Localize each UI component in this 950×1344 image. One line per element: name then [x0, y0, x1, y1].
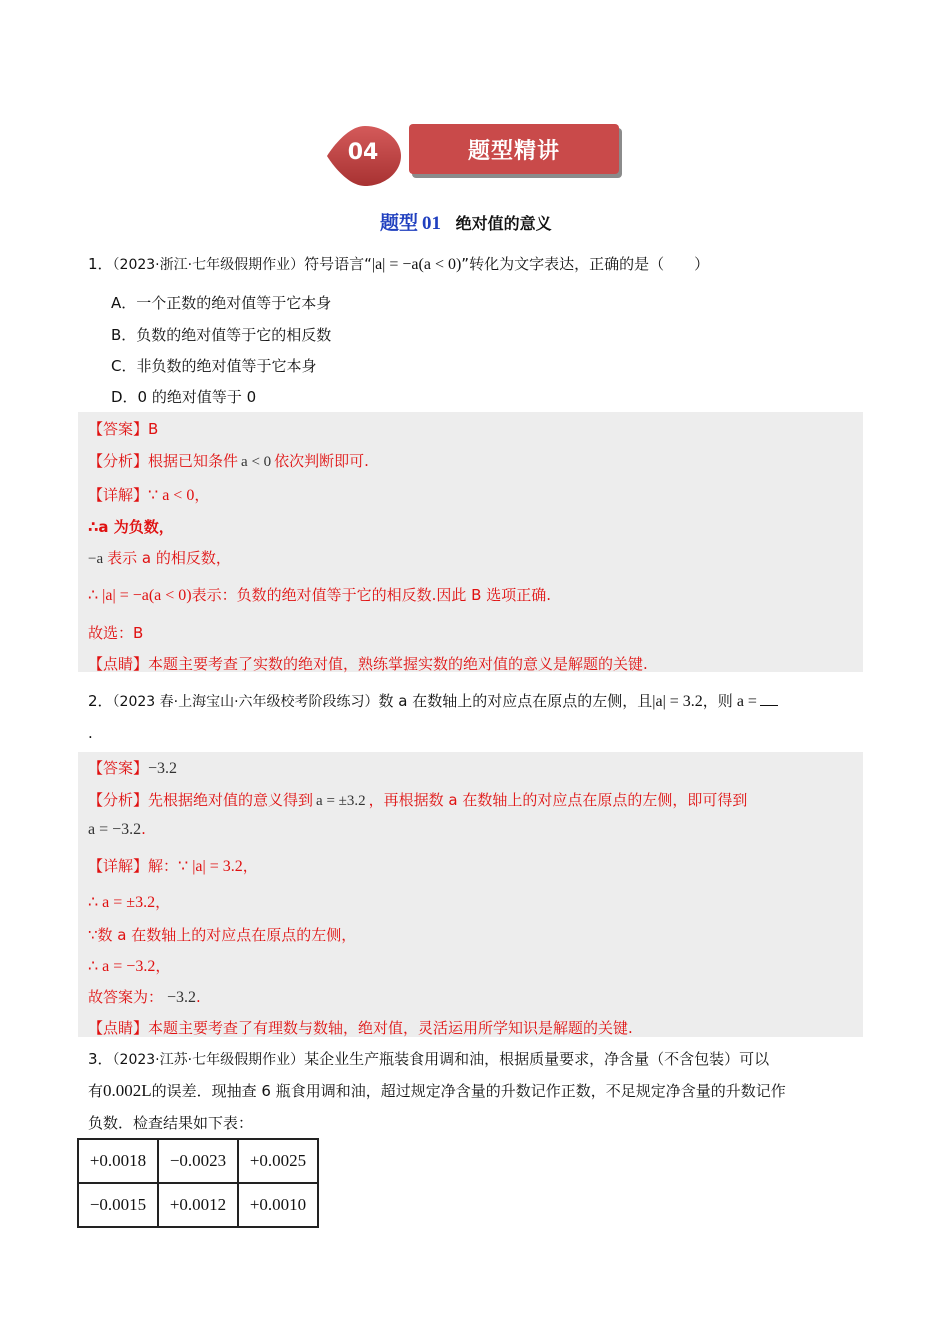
- q2-number: 2．: [88, 692, 113, 710]
- table-row: [78, 1183, 318, 1227]
- q3-number: 3．: [88, 1050, 113, 1068]
- line3-math: ∴ a = −3.2: [88, 958, 156, 975]
- q3-line2: [88, 1080, 786, 1102]
- table-cell: −0.0023: [158, 1139, 238, 1183]
- q1-option-b: B．负数的绝对值等于它的相反数: [111, 326, 332, 344]
- section-num: 01: [422, 213, 442, 234]
- q1-line1: ∴a 为负数，: [88, 518, 174, 536]
- banner-number: 04: [347, 140, 379, 165]
- comment-text: 本题主要考查了实数的绝对值，熟练掌握实数的绝对值的意义是解题的关键.: [148, 655, 648, 673]
- table-cell: +0.0010: [238, 1183, 318, 1227]
- analysis-text-end: 依次判断即可.: [274, 452, 369, 470]
- comment-tag: 【点睛】: [88, 1019, 149, 1037]
- answer-tag: 【答案】: [88, 759, 149, 777]
- q2-stem-end: .: [88, 724, 93, 742]
- q3-line3: 负数．检查结果如下表：: [88, 1114, 254, 1132]
- final-text: 故答案为：: [88, 988, 164, 1006]
- q1-stem-b: ”转化为文字表达，正确的是（ ）: [461, 255, 710, 273]
- q1-option-a: A．一个正数的绝对值等于它本身: [111, 294, 332, 312]
- answer-value: −3.2: [148, 760, 178, 777]
- table-row: [78, 1139, 318, 1183]
- q1-number: 1．: [88, 255, 113, 273]
- final-math: −3.2: [167, 989, 197, 1006]
- q1-comment: [88, 653, 648, 674]
- q1-option-d: D．0 的绝对值等于 0: [111, 388, 257, 406]
- analysis-text: 先根据绝对值的意义得到: [148, 791, 314, 809]
- q2-line1: ∴ a = ±3.2，: [88, 893, 171, 911]
- q2-stem-a: 数 a 在数轴上的对应点在原点的左侧，且: [378, 692, 653, 710]
- answer-tag: 【答案】: [88, 420, 149, 438]
- q1-line2: [88, 547, 231, 568]
- analysis-math: a = ±3.2: [316, 793, 366, 809]
- q2-detail: 【详解】解：∵ |a| = 3.2，: [88, 857, 258, 875]
- detail-tag: 【详解】: [88, 486, 149, 504]
- section-banner: [325, 120, 625, 192]
- q1-stem: [88, 253, 709, 276]
- analysis-text: 根据已知条件: [148, 452, 239, 470]
- line1-math: ∴ a = ±3.2: [88, 894, 156, 911]
- q2-stem-b: ，则: [702, 692, 733, 710]
- q3-text1: 某企业生产瓶装食用调和油，根据质量要求，净含量（不含包装）可以: [304, 1050, 770, 1068]
- line2-math: −a: [88, 551, 104, 567]
- q1-formula: |a| = −a(a < 0): [371, 256, 462, 273]
- q3-line1: [88, 1048, 769, 1071]
- line2-text: 表示 a 的相反数，: [107, 549, 231, 567]
- q3-text2b: 的误差．现抽查 6 瓶食用调和油，超过规定净含量的升数记作正数，不足规定净含量的升数记作: [151, 1082, 786, 1100]
- comment-text: 本题主要考查了有理数与数轴，绝对值，灵活运用所学知识是解题的关键.: [148, 1019, 633, 1037]
- detail-math: ∵ |a| = 3.2: [178, 858, 243, 875]
- q2-line2: ∵数 a 在数轴上的对应点在原点的左侧，: [88, 926, 357, 944]
- q2-stem-math: |a| = 3.2: [652, 693, 703, 710]
- detail-text: 解：: [148, 857, 179, 875]
- table-cell: −0.0015: [78, 1183, 158, 1227]
- q3-text2a: 有: [88, 1082, 104, 1100]
- q2-stem: [88, 690, 778, 713]
- line3-math: ∴ |a| = −a(a < 0): [88, 587, 192, 604]
- analysis-tag: 【分析】: [88, 452, 149, 470]
- q2-comment: [88, 1017, 633, 1038]
- table-cell: +0.0012: [158, 1183, 238, 1227]
- q1-analysis: [88, 450, 369, 471]
- q3-table: [77, 1138, 319, 1228]
- detail-tag: 【详解】: [88, 857, 149, 875]
- q1-detail: 【详解】∵ a < 0，: [88, 486, 210, 504]
- line3-text: 表示：负数的绝对值等于它的相反数.因此 B 选项正确.: [191, 586, 551, 604]
- analysis-math2: a = −3.2: [88, 821, 142, 838]
- q2-answer: [88, 757, 177, 778]
- q1-choose: 故选：B: [88, 624, 144, 642]
- q2-analysis-line2: a = −3.2.: [88, 820, 146, 838]
- table-cell: +0.0018: [78, 1139, 158, 1183]
- q2-source: （2023 春·上海宝山·六年级校考阶段练习）: [112, 694, 379, 710]
- detail-math: ∵ a < 0: [148, 487, 195, 504]
- q1-source: （2023·浙江·七年级假期作业）: [112, 257, 305, 273]
- q3-math: 0.002L: [103, 1081, 152, 1100]
- analysis-text-b: ，再根据数 a 在数轴上的对应点在原点的左侧，即可得到: [368, 791, 748, 809]
- comment-tag: 【点睛】: [88, 655, 149, 673]
- section-title: [380, 208, 552, 235]
- q2-final: 故答案为： −3.2.: [88, 988, 201, 1006]
- q1-stem-a: 符号语言“: [304, 255, 372, 273]
- q1-option-c: C．非负数的绝对值等于它本身: [111, 357, 317, 375]
- q3-source: （2023·江苏·七年级假期作业）: [112, 1052, 305, 1068]
- analysis-tag: 【分析】: [88, 791, 149, 809]
- q2-blank[interactable]: [760, 705, 778, 706]
- section-prefix: 题型: [380, 212, 419, 234]
- q1-line3: [88, 584, 551, 605]
- q2-stem-math2: a =: [736, 693, 757, 710]
- q2-analysis: [88, 789, 747, 810]
- analysis-math: a < 0: [241, 454, 272, 470]
- section-name: 绝对值的意义: [455, 214, 552, 233]
- banner-label: 题型精讲: [467, 139, 560, 164]
- q1-answer: [88, 418, 158, 439]
- answer-value: B: [148, 420, 159, 438]
- q2-line3: ∴ a = −3.2，: [88, 957, 171, 975]
- table-cell: +0.0025: [238, 1139, 318, 1183]
